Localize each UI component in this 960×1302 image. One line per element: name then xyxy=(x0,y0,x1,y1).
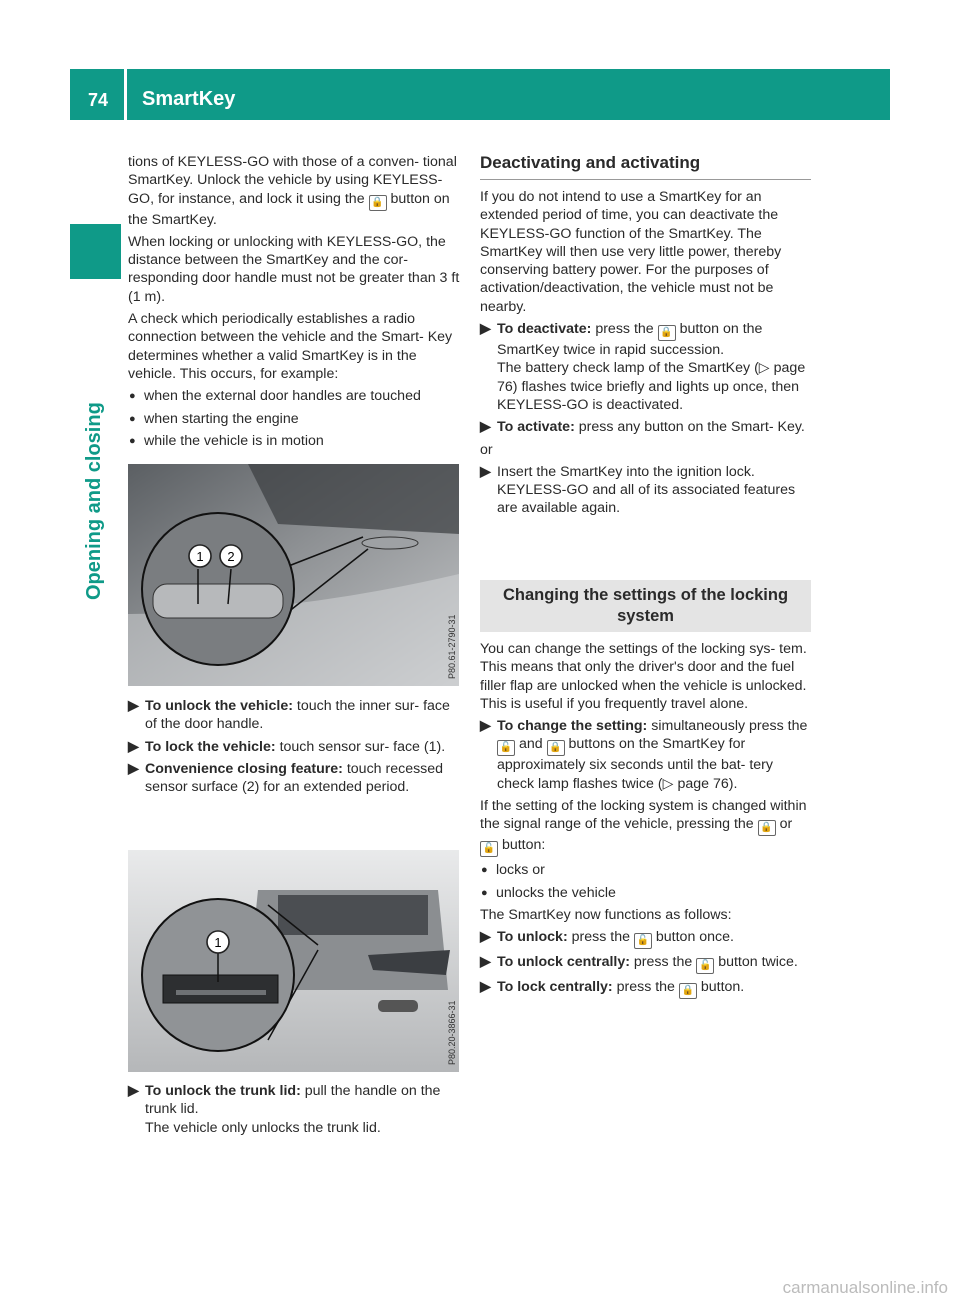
triangle-right-icon: ▶ xyxy=(128,738,139,755)
instruction-step: ▶ To unlock the vehicle: touch the inner sur- face of the door handle. xyxy=(128,698,450,733)
heading-rule xyxy=(480,179,811,180)
chapter-tab xyxy=(70,224,121,279)
paragraph: The SmartKey now functions as follows: xyxy=(480,906,732,923)
unlock-icon: 🔓 xyxy=(497,740,515,756)
or-text: or xyxy=(480,441,493,458)
left-steps xyxy=(128,697,460,800)
callout-1: 1 xyxy=(196,549,204,564)
chapter-label: Opening and closing xyxy=(83,402,105,600)
trunk-lid-figure xyxy=(128,850,459,1072)
instruction-step: ▶ Convenience closing feature: touch recessed sensor surface (2) for an extended period. xyxy=(128,760,444,796)
right-column-top xyxy=(480,188,812,522)
triangle-right-icon: ▶ xyxy=(480,419,491,436)
unlock-icon: 🔓 xyxy=(696,958,714,974)
left-trunk-step xyxy=(128,1082,460,1141)
list-item: ● while the vehicle is in motion xyxy=(129,432,324,449)
callout-1: 1 xyxy=(214,935,222,950)
unlock-icon: 🔓 xyxy=(480,841,498,857)
triangle-right-icon: ▶ xyxy=(480,929,491,946)
figure-code: P80.61-2790-31 xyxy=(447,614,457,679)
triangle-right-icon: ▶ xyxy=(480,463,491,480)
paragraph: A check which periodically establishes a radio connection between the vehicle and the Smart- Key determines whether a valid SmartKey is in the vehicle. This occurs, for example: xyxy=(128,311,453,382)
list-item: ● when starting the engine xyxy=(129,410,299,427)
triangle-right-icon: ▶ xyxy=(128,698,139,714)
instruction-step: ▶ To lock centrally: press the 🔒 button. xyxy=(480,978,812,999)
lock-icon: 🔒 xyxy=(369,195,387,211)
lock-icon: 🔒 xyxy=(658,325,676,341)
section-title: SmartKey xyxy=(142,88,236,110)
list-item: ● unlocks the vehicle xyxy=(481,884,616,901)
paragraph: If the setting of the locking system is changed within the signal range of the vehicle, pressing the 🔒 or 🔓 button: xyxy=(480,797,812,857)
section-heading: Deactivating and activating xyxy=(480,153,701,172)
instruction-step: ▶ To unlock: press the 🔓 button once. xyxy=(480,928,812,949)
instruction-step: ▶ To unlock the trunk lid: pull the handle on the trunk lid. The vehicle only unlocks the trunk lid. xyxy=(128,1083,441,1136)
left-column xyxy=(128,153,460,454)
instruction-step: ▶ To unlock centrally: press the 🔓 button twice. xyxy=(480,953,812,974)
instruction-step: ▶ To lock the vehicle: touch sensor sur- face (1). xyxy=(128,738,446,755)
triangle-right-icon: ▶ xyxy=(480,321,491,338)
section-heading-box xyxy=(480,580,811,632)
header-divider xyxy=(124,69,127,120)
paragraph: tions of KEYLESS-GO with those of a conven- tional SmartKey. Unlock the vehicle by using KEYLESS-GO, for instance, and lock it using the 🔒 button on the SmartKey. xyxy=(128,154,457,228)
door-handle-figure xyxy=(128,464,459,686)
lock-icon: 🔒 xyxy=(758,820,776,836)
watermark: carmanualsonline.info xyxy=(782,1278,948,1297)
right-column-bottom xyxy=(480,640,812,1003)
unlock-icon: 🔓 xyxy=(634,933,652,949)
triangle-right-icon: ▶ xyxy=(480,979,491,996)
section-heading: Changing the settings of the locking system xyxy=(502,586,789,625)
triangle-right-icon: ▶ xyxy=(480,954,491,971)
list-item: ● locks or xyxy=(481,862,545,879)
page-number: 74 xyxy=(88,90,109,110)
triangle-right-icon: ▶ xyxy=(128,1083,139,1099)
list-item: ● when the external door handles are touched xyxy=(129,388,421,405)
figure-code: P80.20-3866-31 xyxy=(447,1000,457,1065)
triangle-right-icon: ▶ xyxy=(480,718,491,735)
lock-icon: 🔒 xyxy=(547,740,565,756)
paragraph: When locking or unlocking with KEYLESS-GO, the distance between the SmartKey and the cor- responding door handle must not be greater than 3 ft (1 m). xyxy=(128,233,460,305)
page-header xyxy=(70,69,890,120)
triangle-right-icon: ▶ xyxy=(128,760,139,777)
instruction-step: ▶ To change the setting: simultaneously press the 🔓 and 🔒 buttons on the SmartKey for approximately six seconds until the bat- tery check lamp flashes twice (▷ page 76). xyxy=(480,718,808,792)
instruction-step: ▶ To deactivate: press the 🔒 button on the SmartKey twice in rapid succession. The battery check lamp of the SmartKey (▷ page 76) flashes twice briefly and lights up once, then KEYLESS-GO is deactivated. xyxy=(480,321,806,413)
lock-icon: 🔒 xyxy=(679,983,697,999)
callout-2: 2 xyxy=(227,549,235,564)
paragraph: You can change the settings of the locking sys- tem. This means that only the driver's door and the fuel filler flap are unlocked when the vehicle is unlocked. This is useful if you frequently travel alone. xyxy=(480,641,807,712)
instruction-step: ▶ Insert the SmartKey into the ignition lock. KEYLESS-GO and all of its associated features are available again. xyxy=(480,463,796,517)
paragraph: If you do not intend to use a SmartKey for an extended period of time, you can deactivate the KEYLESS-GO function of the SmartKey. The SmartKey will then use very little power, thereby conserving battery power. For the purposes of activation/deactivation, the vehicle must not be nearby. xyxy=(480,189,782,315)
instruction-step: ▶ To activate: press any button on the Smart- Key. xyxy=(480,419,805,436)
